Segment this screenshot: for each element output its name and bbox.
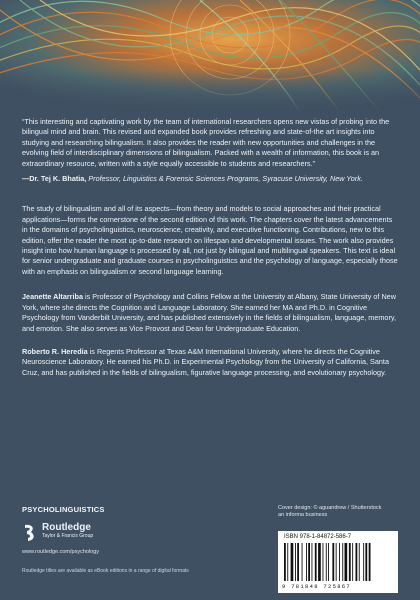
back-cover-footer — [22, 505, 398, 595]
author-name: Jeanette Altarriba — [22, 292, 83, 302]
author-bio-text: is Professor of Psychology and Collins Fellow at the University at Albany, State University of New York, where she directs the Cognition and Language Laboratory. She earned her MA and Ph.D. in Cognitive Psychology from Vanderbilt University, and has published extensively in the fields of bilingualism, language, memory, and emotion. She also serves as Vice Provost and Dean for Undergraduate Education. — [22, 292, 396, 333]
routledge-logo-icon — [22, 523, 38, 543]
isbn-text: ISBN 978-1-84872-586-7 — [284, 534, 352, 540]
barcode-panel — [278, 531, 398, 593]
publisher-group: Taylor & Francis Group — [42, 533, 94, 539]
publisher-name: Routledge — [42, 522, 91, 533]
barcode-image — [284, 543, 392, 581]
cover-artwork — [0, 0, 420, 112]
author-bio-text: is Regents Professor at Texas A&M International University, where he directs the Cognitive Neuroscience Laboratory. He earned his Ph.D. in Experimental Psychology from the University of California, Santa Cruz, and has published in the fields of bilingualism, figurative language processing, and evolutionary psychology. — [22, 346, 389, 377]
back-cover-text — [22, 117, 398, 391]
author-name: Roberto R. Heredia — [22, 346, 88, 356]
publisher-logo — [22, 523, 93, 543]
endorser-name: —Dr. Tej K. Bhatia, — [22, 174, 87, 184]
endorsement-quote: “This interesting and captivating work by the team of international researchers opens new vistas of probing into the bilingual mind and brain. This revised and expanded book provides refreshing and state-of-the art insights into studying and researching bilingualism. It also provides the reader with new opportunities and challenges in the evolving field of interdisciplinary dimensions of bilingualism. Packed with a wealth of information, this book is an extraordinary resource, written with a style equally accessible to students and researchers.” — [22, 117, 390, 168]
barcode-number: 9 781848 725867 — [282, 583, 352, 590]
ebook-note: Routledge titles are available as eBook editions in a range of digital formats — [22, 568, 189, 574]
author-bio — [22, 292, 398, 334]
cover-credit-text: Cover design: © aguandrew / Shutterstock — [278, 505, 382, 511]
endorsement-attribution — [22, 174, 398, 184]
book-description: The study of bilingualism and all of its aspects—from theory and models to social approaches and their practical applications—forms the cornerstone of the second edition of this work. The chapters cover the latest advancements in the domains of psycholinguistics, neuroscience, creativity, and executive functioning. Contributions, new to this edition, offer the reader the most up-to-date research on lifespan and developmental issues. The work also provides insight into how human language is processed by all, not just by bilingual and multilingual speakers. This text is ideal for senior undergraduate and graduate courses in psycholinguistics and the psychology of language, especially those with an emphasis on bilingualism or second language learning. — [22, 204, 398, 276]
informa-text: an informa business — [278, 512, 328, 518]
endorser-role: Professor, Linguistics & Forensic Sciences Programs, Syracuse University, New York. — [88, 174, 363, 184]
author-bio — [22, 347, 398, 378]
series-label: PSYCHOLINGUISTICS — [22, 505, 105, 514]
cover-credit — [278, 505, 398, 519]
publisher-url: www.routledge.com/psychology — [22, 549, 100, 555]
